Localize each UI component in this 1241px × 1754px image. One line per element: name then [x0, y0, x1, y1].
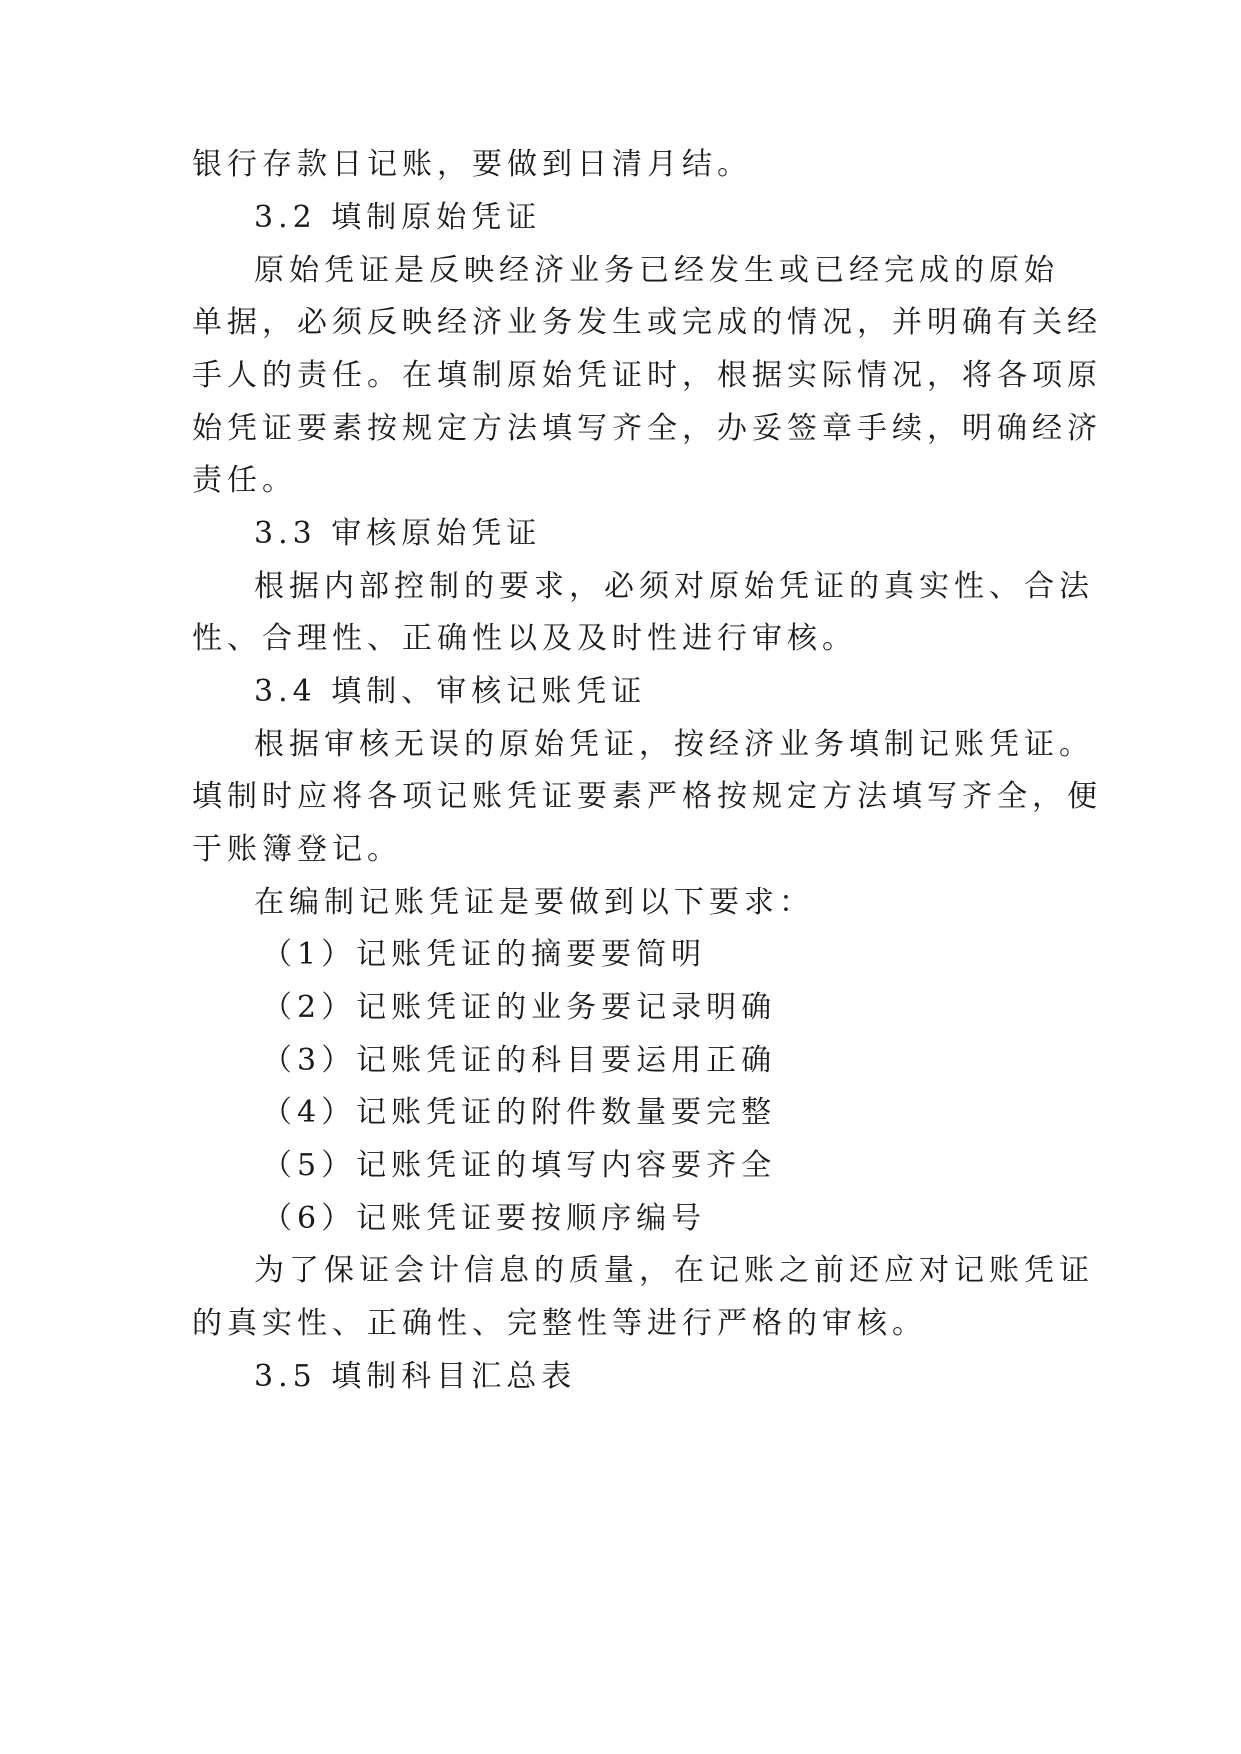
list-item: （3）记账凭证的科目要运用正确 — [262, 1043, 777, 1078]
list-item: （6）记账凭证要按顺序编号 — [262, 1201, 707, 1236]
body-text-line: 单据，必须反映经济业务发生或完成的情况，并明确有关经 — [192, 305, 1102, 340]
list-item: （2）记账凭证的业务要记录明确 — [262, 990, 777, 1025]
body-text-line: 根据审核无误的原始凭证，按经济业务填制记账凭证。 — [254, 727, 1094, 762]
body-text-line: 填制时应将各项记账凭证要素严格按规定方法填写齐全，便 — [192, 779, 1102, 814]
list-item: （5）记账凭证的填写内容要齐全 — [262, 1148, 777, 1183]
body-text-line: 为了保证会计信息的质量，在记账之前还应对记账凭证 — [254, 1253, 1094, 1288]
section-heading-3-2: 3.2 填制原始凭证 — [254, 200, 542, 235]
body-text-line: 性、合理性、正确性以及及时性进行审核。 — [192, 621, 857, 656]
body-text-line: 银行存款日记账，要做到日清月结。 — [192, 147, 752, 182]
body-text-line: 的真实性、正确性、完整性等进行严格的审核。 — [192, 1306, 927, 1341]
body-text-line: 原始凭证是反映经济业务已经发生或已经完成的原始 — [254, 253, 1059, 288]
list-item: （4）记账凭证的附件数量要完整 — [262, 1095, 777, 1130]
list-item: （1）记账凭证的摘要要简明 — [262, 937, 707, 972]
section-heading-3-3: 3.3 审核原始凭证 — [254, 516, 542, 551]
body-text-line: 手人的责任。在填制原始凭证时，根据实际情况，将各项原 — [192, 358, 1102, 393]
section-heading-3-4: 3.4 填制、审核记账凭证 — [254, 674, 647, 709]
body-text-line: 责任。 — [192, 463, 297, 498]
body-text-line: 始凭证要素按规定方法填写齐全，办妥签章手续，明确经济 — [192, 411, 1102, 446]
body-text-line: 于账簿登记。 — [192, 832, 402, 867]
section-heading-3-5: 3.5 填制科目汇总表 — [254, 1359, 577, 1394]
body-text-line: 根据内部控制的要求，必须对原始凭证的真实性、合法 — [254, 569, 1094, 604]
body-text-line: 在编制记账凭证是要做到以下要求： — [254, 885, 814, 920]
